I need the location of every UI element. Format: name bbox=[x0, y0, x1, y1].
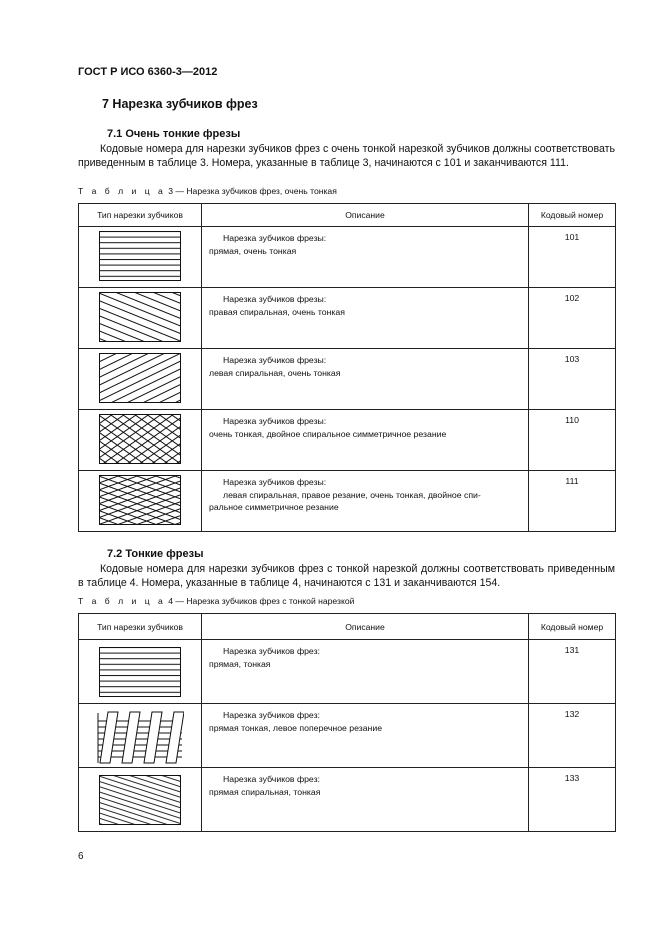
table-row bbox=[79, 349, 616, 410]
description-line: очень тонкая, двойное спиральное симметричное резание bbox=[209, 428, 447, 439]
table-row bbox=[79, 471, 616, 532]
description-cell bbox=[202, 227, 529, 288]
paragraph: Кодовые номера для нарезки зубчиков фрез с очень тонкой нарезкой зубчиков должны соответствовать приведенным в таблице 3. Номера, указанные в таблице 3, начинаются с 101 и заканчиваются 111. bbox=[78, 143, 615, 170]
description-line: прямая тонкая, левое поперечное резание bbox=[209, 722, 383, 733]
code-cell: 131 bbox=[529, 640, 616, 704]
subsection-7-2-text bbox=[78, 562, 615, 591]
description-line: Нарезка зубчиков фрезы: bbox=[223, 477, 327, 487]
pattern-cell bbox=[79, 349, 202, 410]
code-cell: 133 bbox=[529, 768, 616, 832]
table-row bbox=[79, 227, 616, 288]
code-cell: 101 bbox=[529, 227, 616, 288]
header-description: Описание bbox=[202, 204, 529, 227]
table-row bbox=[79, 410, 616, 471]
description-cell bbox=[202, 640, 529, 704]
description-line: Нарезка зубчиков фрезы: bbox=[223, 355, 327, 365]
pattern-cell bbox=[79, 768, 202, 832]
pattern-cell bbox=[79, 410, 202, 471]
description-cell bbox=[202, 471, 529, 532]
pattern-cell bbox=[79, 471, 202, 532]
straight-lines-pattern bbox=[99, 231, 181, 281]
table-3 bbox=[78, 203, 616, 532]
straight-cross-cut-pattern bbox=[96, 708, 184, 764]
pattern-cell bbox=[79, 227, 202, 288]
code-cell: 111 bbox=[529, 471, 616, 532]
symmetric-crosshatch-pattern bbox=[99, 414, 181, 464]
description-line: Нарезка зубчиков фрез: bbox=[223, 710, 320, 720]
header-type: Тип нарезки зубчиков bbox=[79, 204, 202, 227]
pattern-cell bbox=[79, 704, 202, 768]
subsection-7-1-text bbox=[78, 142, 615, 171]
spiral-fine-pattern bbox=[99, 775, 181, 825]
subsection-title-7-2: 7.2 Тонкие фрезы bbox=[107, 548, 204, 560]
straight-lines-pattern bbox=[99, 647, 181, 697]
description-line: Нарезка зубчиков фрез: bbox=[223, 646, 320, 656]
paragraph: Кодовые номера для нарезки зубчиков фрез с тонкой нарезкой должны соответствовать приведенным в таблице 4. Номера, указанные в таблице 4, начинаются с 131 и заканчиваются 154. bbox=[78, 563, 615, 590]
description-cell bbox=[202, 288, 529, 349]
table-3-caption bbox=[78, 186, 337, 196]
code-cell: 132 bbox=[529, 704, 616, 768]
description-line: прямая спиральная, тонкая bbox=[209, 786, 321, 797]
table-4-caption bbox=[78, 596, 354, 606]
description-line: прямая, тонкая bbox=[209, 658, 271, 669]
table-header-row bbox=[79, 614, 616, 640]
header-code: Кодовый номер bbox=[529, 614, 616, 640]
table-4 bbox=[78, 613, 616, 832]
header-code: Кодовый номер bbox=[529, 204, 616, 227]
caption-prefix: Т а б л и ц а bbox=[78, 596, 166, 606]
left-spiral-right-cut-pattern bbox=[99, 475, 181, 525]
description-line: Нарезка зубчиков фрезы: bbox=[223, 233, 327, 243]
description-line: левая спиральная, очень тонкая bbox=[209, 367, 341, 378]
caption-prefix: Т а б л и ц а bbox=[78, 186, 166, 196]
table-row bbox=[79, 640, 616, 704]
description-line: прямая, очень тонкая bbox=[209, 245, 297, 256]
section-title: 7 Нарезка зубчиков фрез bbox=[102, 97, 258, 111]
description-line: Нарезка зубчиков фрезы: bbox=[223, 416, 327, 426]
left-spiral-pattern bbox=[99, 353, 181, 403]
description-cell bbox=[202, 410, 529, 471]
description-cell bbox=[202, 704, 529, 768]
table-row bbox=[79, 288, 616, 349]
description-line: Нарезка зубчиков фрез: bbox=[223, 774, 320, 784]
description-line: правая спиральная, очень тонкая bbox=[209, 306, 345, 317]
header-description: Описание bbox=[202, 614, 529, 640]
pattern-cell bbox=[79, 640, 202, 704]
description-line: ральное симметричное резание bbox=[209, 502, 339, 512]
right-spiral-pattern bbox=[99, 292, 181, 342]
pattern-cell bbox=[79, 288, 202, 349]
code-cell: 110 bbox=[529, 410, 616, 471]
page-number: 6 bbox=[78, 851, 84, 862]
description-line: Нарезка зубчиков фрезы: bbox=[223, 294, 327, 304]
description-cell bbox=[202, 768, 529, 832]
description-cell bbox=[202, 349, 529, 410]
code-cell: 102 bbox=[529, 288, 616, 349]
subsection-title-7-1: 7.1 Очень тонкие фрезы bbox=[107, 128, 241, 140]
caption-text: 3 — Нарезка зубчиков фрез, очень тонкая bbox=[168, 186, 337, 196]
table-row bbox=[79, 768, 616, 832]
code-cell: 103 bbox=[529, 349, 616, 410]
description-line: левая спиральная, правое резание, очень тонкая, двойное спи- bbox=[223, 489, 481, 500]
document-header: ГОСТ Р ИСО 6360-3—2012 bbox=[78, 66, 218, 78]
table-header-row bbox=[79, 204, 616, 227]
table-row bbox=[79, 704, 616, 768]
header-type: Тип нарезки зубчиков bbox=[79, 614, 202, 640]
caption-text: 4 — Нарезка зубчиков фрез с тонкой нарезкой bbox=[168, 596, 355, 606]
